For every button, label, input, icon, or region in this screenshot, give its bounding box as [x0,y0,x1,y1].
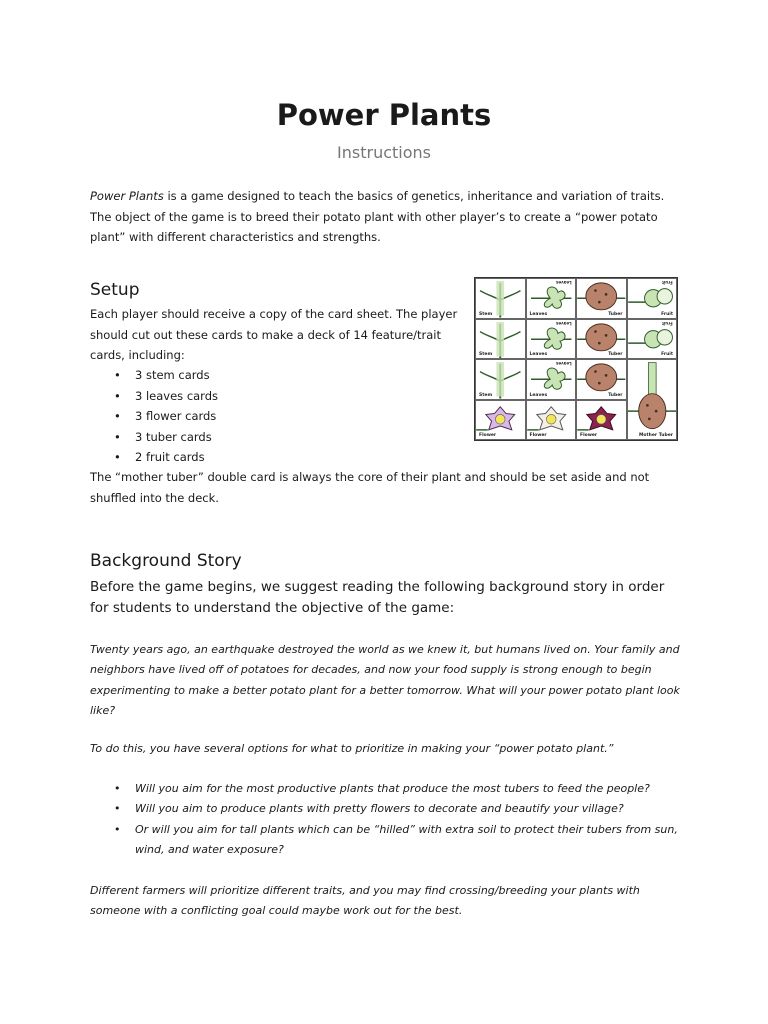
leaves-card [526,319,577,360]
tuber-card [576,359,627,400]
card-label: Leaves [529,392,548,398]
leaves-card [526,359,577,400]
card-label-inverted: Leaves [556,361,572,366]
list-item: • Will you aim for the most productive plants that produce the most tubers to feed the people? [90,779,680,799]
list-item: • 3 stem cards [90,365,218,386]
card-label: Flower [529,433,547,438]
card-label-inverted: Fruit [662,320,673,326]
card-label: Stem [479,352,493,357]
card-label: Flower [479,433,497,438]
bullet-icon: • [114,368,121,382]
stem-card [475,278,526,319]
card-label: Tuber [608,352,623,357]
fruit-card [627,319,678,360]
story-paragraph-2: To do this, you have several options for what to prioritize in making your “power potato plant.” [90,742,614,755]
intro-game-name: Power Plants [90,189,164,203]
goal-question-list [90,779,680,860]
leaves-card [526,278,577,319]
card-label: Tuber [608,311,623,317]
card-label-inverted: Leaves [556,280,572,285]
list-item: • Will you aim to produce plants with pretty flowers to decorate and beautify your village? [90,799,680,819]
mother-tuber-paragraph: The “mother tuber” double card is always the core of their plant and should be set aside and not shuffled into the deck. [90,470,650,505]
card-label-inverted: Fruit [662,280,673,285]
card-label: Mother Tuber [638,433,673,438]
fruit-card [627,278,678,319]
card-label: Leaves [529,311,548,317]
card-label: Flower [580,433,598,438]
setup-paragraph: Each player should receive a copy of the card sheet. The player should cut out these cards to make a deck of 14 feature/trait cards, including: [90,307,458,362]
bullet-icon: • [114,450,121,464]
stem-card [475,319,526,360]
bullet-icon: • [114,409,121,423]
bullet-icon: • [114,429,121,444]
background-story-heading: Background Story [90,551,242,571]
tuber-card [576,319,627,360]
flower-card [576,400,627,441]
story-paragraph-1: Twenty years ago, an earthquake destroyed the world as we knew it, but humans lived on. Your family and neighbors have lived off of potatoes for decades, and now your food supply is strong enough to begin experimenting to make a better potato plant for a better tomorrow. What will your power potato plant look like? [90,643,680,717]
flower-card [475,400,526,441]
card-label: Tuber [608,392,623,398]
card-label: Leaves [529,352,548,357]
card-label: Fruit [661,352,673,357]
card-label-inverted: Leaves [556,320,572,326]
list-item: • 2 fruit cards [90,447,218,468]
card-label: Stem [479,311,493,317]
setup-card-list [90,365,218,468]
intro-text: is a game designed to teach the basics of genetics, inheritance and variation of traits. The object of the game is to breed their potato plant with other player’s to create a “power potato plant” with different characteristics and strengths. [90,189,665,244]
story-paragraph-3: Different farmers will prioritize different traits, and you may find crossing/breeding your plants with someone with a conflicting goal could maybe work out for the best. [90,884,640,918]
card-sheet-image [474,277,678,441]
tuber-card [576,278,627,319]
setup-heading: Setup [90,280,140,300]
background-lead-paragraph: Before the game begins, we suggest reading the following background story in order for students to understand the objective of the game: [90,579,665,616]
list-item: • 3 leaves cards [90,386,218,407]
bullet-icon: • [114,782,121,795]
list-item: • 3 flower cards [90,406,218,427]
stem-card [475,359,526,400]
page-title: Power Plants [276,98,492,132]
mother-tuber-card [627,359,678,440]
flower-card [526,400,577,441]
list-item: • 3 tuber cards [90,427,218,448]
page-subtitle: Instructions [337,143,431,162]
intro-paragraph [90,186,680,248]
bullet-icon: • [114,388,121,403]
list-item: • Or will you aim for tall plants which can be “hilled” with extra soil to protect their tubers from sun, wind, and water exposure? [90,820,680,861]
card-label: Stem [479,392,493,398]
card-label: Fruit [661,311,673,317]
bullet-icon: • [114,822,121,836]
bullet-icon: • [114,802,121,816]
